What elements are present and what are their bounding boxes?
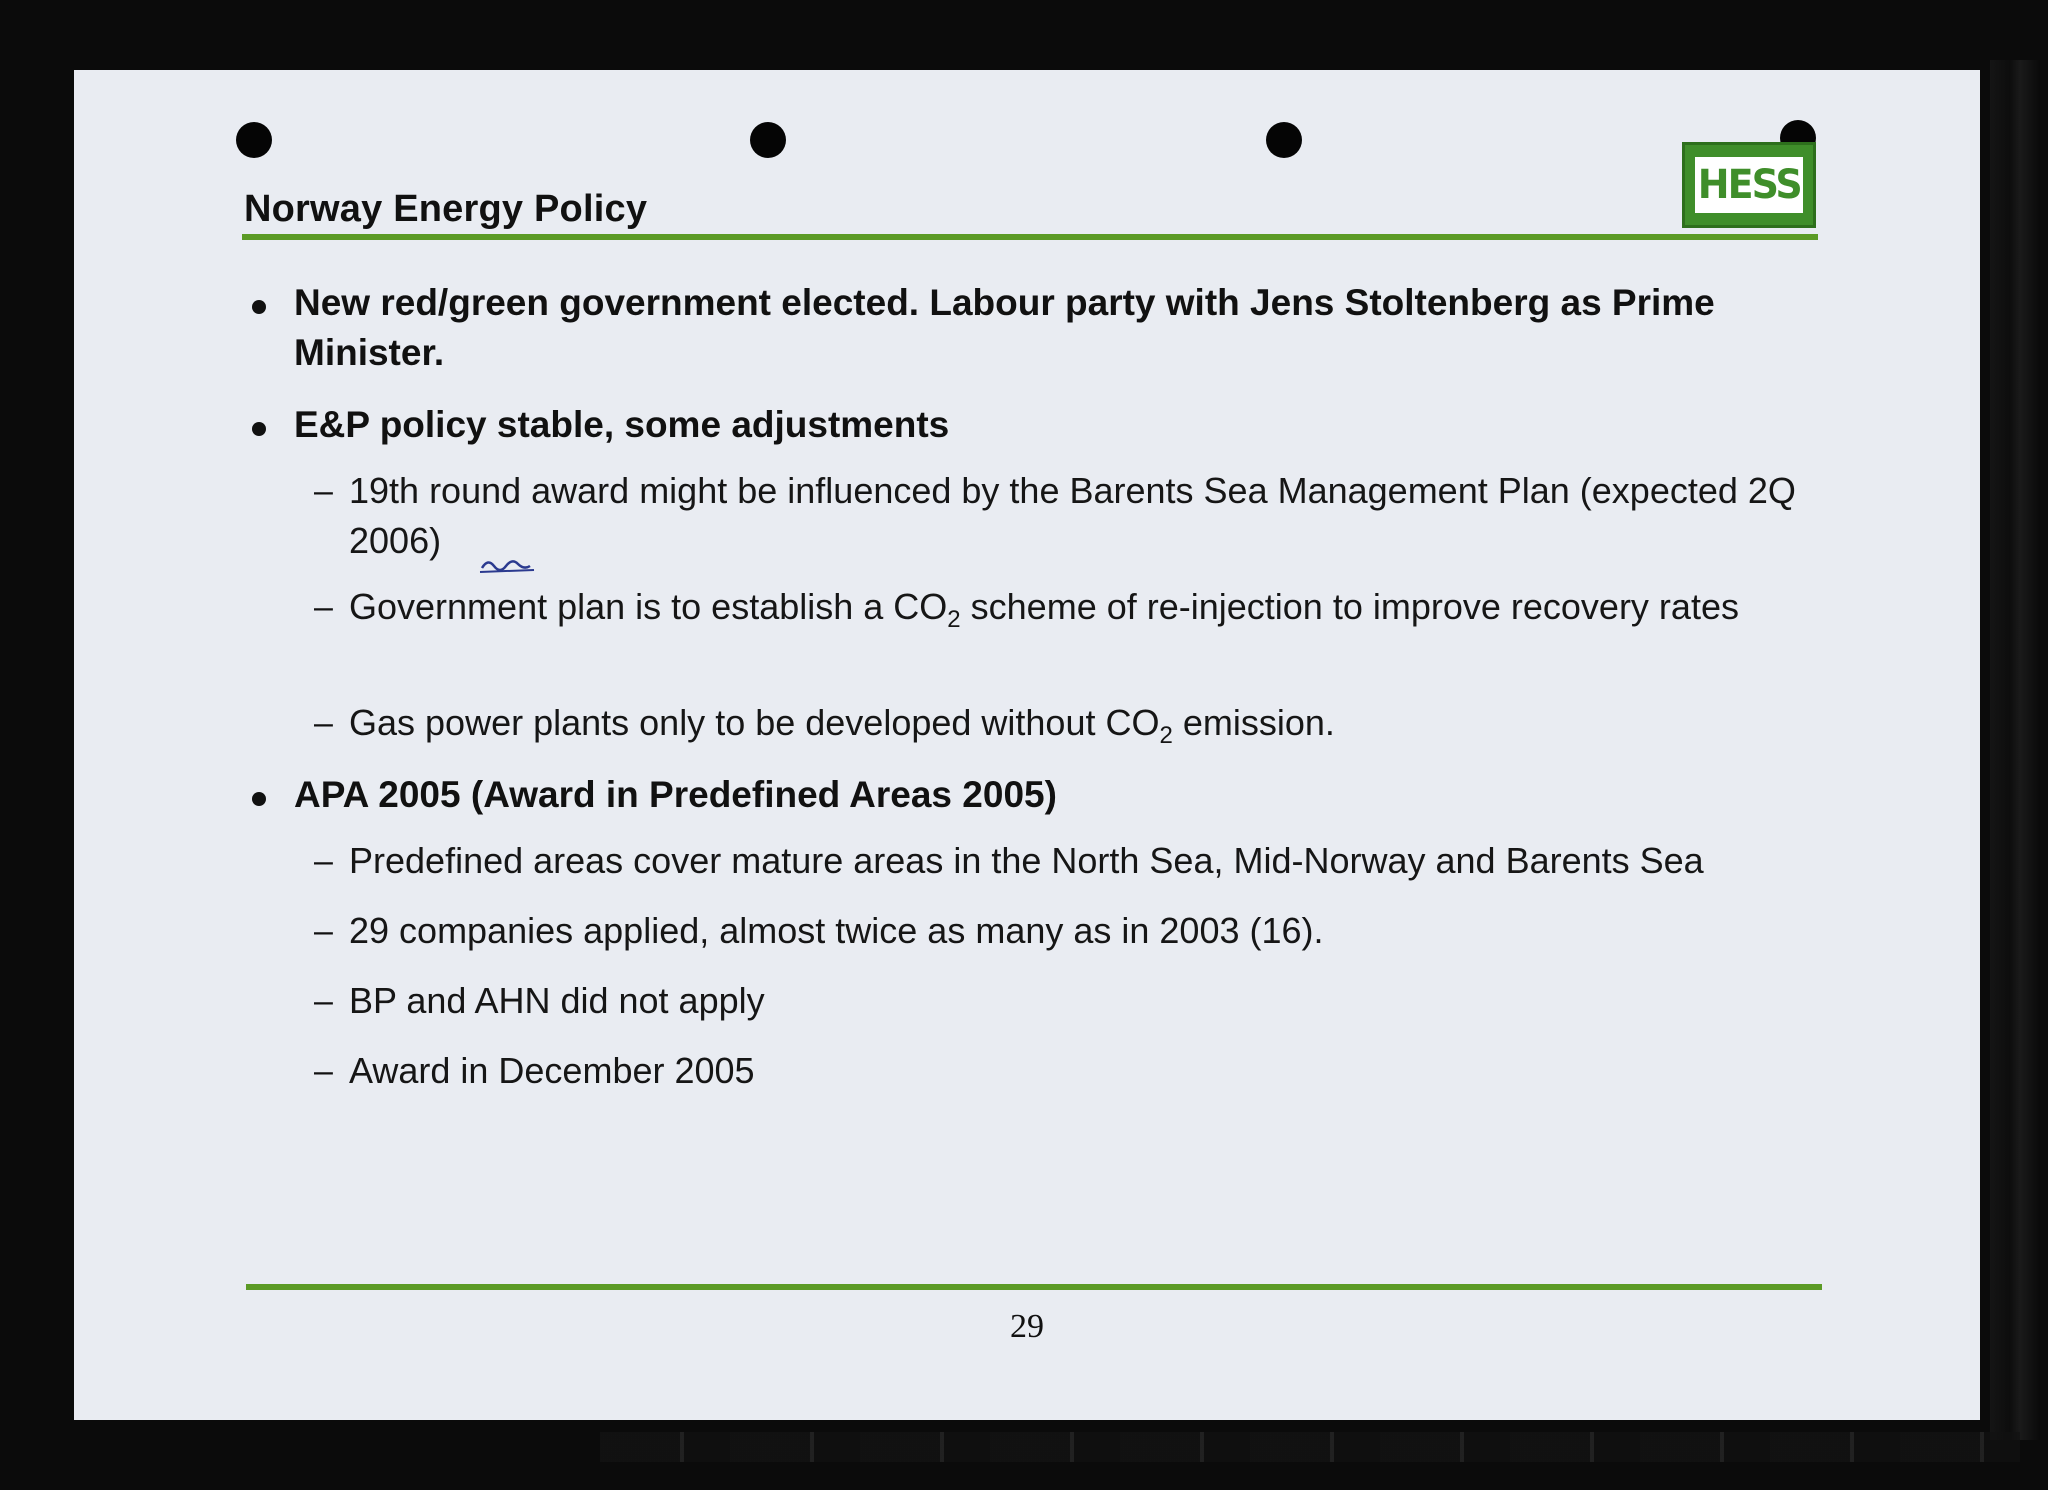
footer-rule	[246, 1284, 1822, 1290]
sub-text	[349, 698, 1874, 748]
slide-content	[74, 70, 1980, 1420]
sub-dash: –	[314, 982, 333, 1020]
sub-dash: –	[314, 588, 333, 626]
subscript: 2	[1159, 722, 1173, 749]
sub-dash: –	[314, 912, 333, 950]
sub-item-award-december	[314, 1046, 1874, 1096]
bullet-apa-2005	[252, 770, 1872, 820]
scan-border-bottom	[600, 1432, 2020, 1462]
sub-text: Predefined areas cover mature areas in the North Sea, Mid-Norway and Barents Sea	[349, 840, 1704, 881]
sub-text-post: emission.	[1172, 702, 1335, 743]
scan-border-right	[1990, 60, 2040, 1440]
sub-dash: –	[314, 1052, 333, 1090]
sub-item-19th-round	[314, 466, 1874, 566]
sub-text-pre: Government plan is to establish a CO	[349, 586, 948, 627]
hess-logo-text: HESS	[1697, 162, 1801, 208]
sub-dash: –	[314, 472, 333, 510]
document-page	[74, 70, 1980, 1420]
sub-item-gas-plants	[314, 698, 1874, 748]
bullet-government	[252, 278, 1872, 378]
sub-text: 29 companies applied, almost twice as many as in 2003 (16).	[349, 910, 1324, 951]
bullet-ep-policy	[252, 400, 1872, 450]
bullet-dot	[252, 300, 266, 314]
subscript: 2	[947, 606, 961, 633]
sub-text	[349, 582, 1874, 632]
sub-text-pre: Gas power plants only to be developed without CO	[349, 702, 1160, 743]
page-number: 29	[1010, 1308, 1044, 1345]
bullet-text: New red/green government elected. Labour party with Jens Stoltenberg as Prime Minister.	[294, 282, 1715, 373]
handwritten-mark	[478, 552, 538, 578]
bullet-dot	[252, 792, 266, 806]
sub-text: Award in December 2005	[349, 1050, 755, 1091]
sub-text: 19th round award might be influenced by the Barents Sea Management Plan (expected 2Q 2006)	[349, 470, 1796, 561]
sub-item-predefined-areas	[314, 836, 1874, 886]
bullet-text: APA 2005 (Award in Predefined Areas 2005)	[294, 774, 1057, 815]
sub-text-post: scheme of re-injection to improve recovery rates	[960, 586, 1739, 627]
page-title: Norway Energy Policy	[244, 188, 648, 230]
bullet-dot	[252, 422, 266, 436]
sub-item-29-companies	[314, 906, 1874, 956]
sub-dash: –	[314, 704, 333, 742]
bullet-text: E&P policy stable, some adjustments	[294, 404, 950, 445]
sub-dash: –	[314, 842, 333, 880]
sub-item-co2-scheme	[314, 582, 1874, 632]
sub-item-bp-ahn	[314, 976, 1874, 1026]
sub-text: BP and AHN did not apply	[349, 980, 765, 1021]
